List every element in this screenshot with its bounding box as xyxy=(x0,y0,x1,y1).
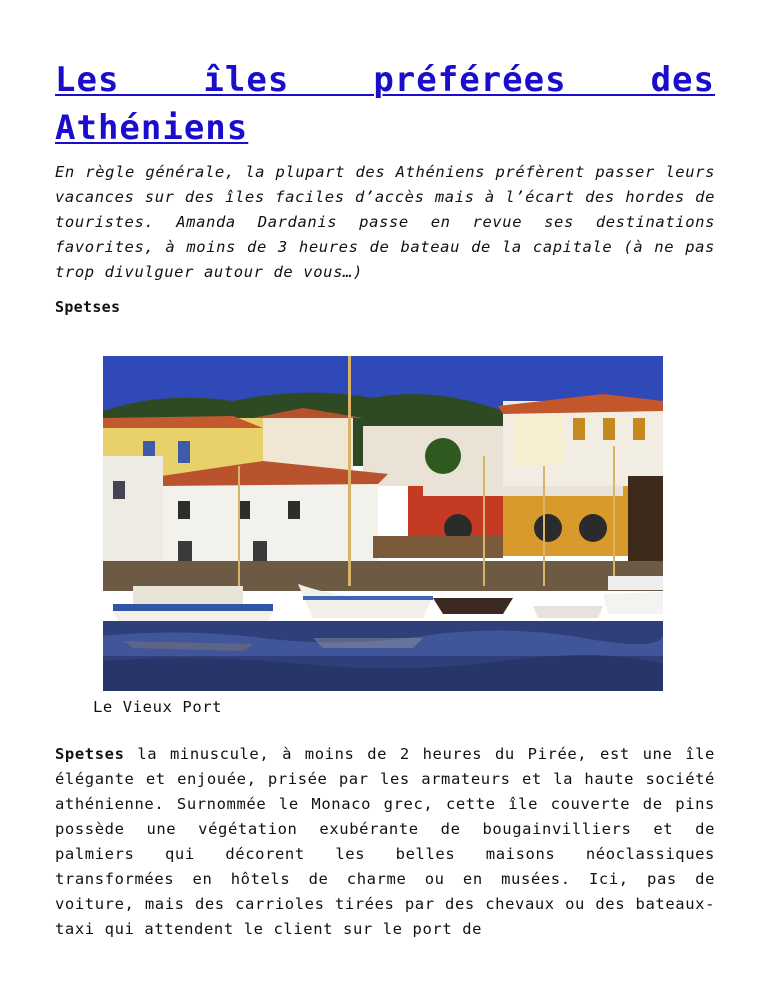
body-paragraph: la minuscule, à moins de 2 heures du Pirée, est une île élégante et enjouée, prisée par les armateurs et la haute société athénienne. Surnommée le Monaco grec, cette île couverte de pins possède une végétation exubérante de bougainvilliers et de palmiers qui décorent les belles maisons néoclassiques transformées en hôtels de charme ou en musées. Ici, pas de voiture, mais des carrioles tirées par des chevaux ou des bateaux-taxi qui attendent le client sur le port de xyxy=(55,745,715,938)
article-title-link[interactable] xyxy=(55,56,715,152)
section-heading: Spetses xyxy=(55,298,121,316)
harbor-photo xyxy=(103,356,663,691)
article-body xyxy=(55,742,715,942)
article-title-line-2[interactable]: Athéniens xyxy=(55,108,249,148)
article-title-line-1[interactable]: Les îles préférées des xyxy=(55,60,715,100)
body-lead-word: Spetses xyxy=(55,745,125,763)
photo-caption: Le Vieux Port xyxy=(93,698,223,716)
article-intro: En règle générale, la plupart des Athéniens préfèrent passer leurs vacances sur des îles faciles d’accès mais à l’écart des hordes de touristes. Amanda Dardanis passe en revue ses destinations favorites, à moins de 3 heures de bateau de la capitale (à ne pas trop divulguer autour de vous…) xyxy=(55,163,715,281)
